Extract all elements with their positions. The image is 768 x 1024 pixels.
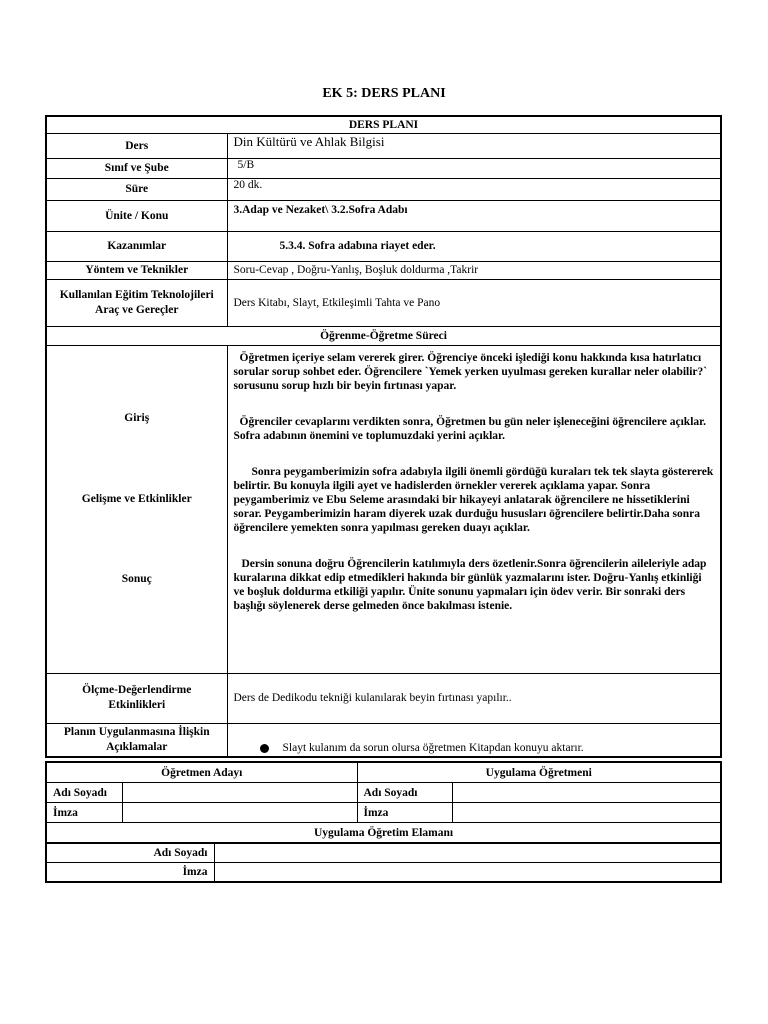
arac-value: Ders Kitabı, Slayt, Etkileşimli Tahta ve Pano bbox=[227, 279, 721, 326]
aciklama-label: Planın Uygulanmasına İlişkin Açıklamalar bbox=[46, 723, 227, 757]
ders-label: Ders bbox=[46, 133, 227, 158]
sinif-label: Sınıf ve Şube bbox=[46, 158, 227, 178]
ogretim-elemani-header: Uygulama Öğretim Elamanı bbox=[46, 823, 721, 844]
plan-header: DERS PLANI bbox=[46, 116, 721, 133]
instructor-signature-table bbox=[45, 843, 722, 883]
elemani-imza-label: İmza bbox=[46, 863, 214, 882]
aday-imza-label: İmza bbox=[46, 803, 122, 823]
ogretmen-imza-field[interactable] bbox=[452, 803, 721, 823]
process-paragraph-intro-2: Öğrenciler cevaplarını verdikten sonra, Öğretmen bu gün neler işleneceğini öğrencilere açıklar. Sofra adabının önemini ve toplumuzdaki yerini açıklar. bbox=[233, 415, 707, 442]
sure-label: Süre bbox=[46, 178, 227, 200]
ders-value: Din Kültürü ve Ahlak Bilgisi bbox=[227, 133, 721, 158]
uygulama-ogretmeni-header: Uygulama Öğretmeni bbox=[357, 762, 721, 783]
stage-column bbox=[46, 345, 227, 673]
elemani-imza-field[interactable] bbox=[214, 863, 721, 882]
lesson-plan-table bbox=[45, 115, 722, 758]
unite-value: 3.Adap ve Nezaket\ 3.2.Sofra Adabı bbox=[227, 200, 721, 231]
aday-imza-field[interactable] bbox=[122, 803, 357, 823]
kazanim-value: 5.3.4. Sofra adabına riayet eder. bbox=[227, 231, 721, 261]
elemani-adi-soyadi-label: Adı Soyadı bbox=[46, 844, 214, 863]
aciklama-value: Slayt kulanım da sorun olursa öğretmen Kitapdan konuyu aktarır. bbox=[282, 742, 584, 754]
ogretmen-adi-soyadi-label: Adı Soyadı bbox=[357, 783, 452, 803]
aday-adi-soyadi-field[interactable] bbox=[122, 783, 357, 803]
elemani-adi-soyadi-field[interactable] bbox=[214, 844, 721, 863]
stage-gelisme: Gelişme ve Etkinlikler bbox=[81, 492, 192, 505]
olcme-value: Ders de Dedikodu tekniği kulanılarak beyin fırtınası yapılır.. bbox=[227, 673, 721, 723]
signature-table bbox=[45, 761, 722, 844]
unite-label: Ünite / Konu bbox=[46, 200, 227, 231]
ogretmen-imza-label: İmza bbox=[357, 803, 452, 823]
process-content bbox=[227, 345, 721, 673]
yontem-label: Yöntem ve Teknikler bbox=[46, 261, 227, 279]
sure-value: 20 dk. bbox=[227, 178, 721, 200]
process-paragraph-conclusion: Dersin sonuna doğru Öğrencilerin katılımıyla ders özetlenir.Sonra öğrencilerin aileleriyle adap kuralarına dikkat edip etmedikleri hakında bir günlük yazmalarını ister. Doğru-Yanlış etkinliği ve boşluk doldurma etkiliği yapılır. Ünite sonunu yapmaları için ödev verir. Bir sonraki ders başlığı söylenerek derse gelmeden önce bakılması istenie. bbox=[233, 557, 707, 612]
ogretmen-adayi-header: Öğretmen Adayı bbox=[46, 762, 357, 783]
aciklama-cell bbox=[227, 723, 721, 757]
sinif-value: 5/B bbox=[227, 158, 721, 178]
olcme-label: Ölçme-Değerlendirme Etkinlikleri bbox=[46, 673, 227, 723]
bullet-icon bbox=[260, 744, 269, 753]
yontem-value: Soru-Cevap , Doğru-Yanlış, Boşluk doldurma ,Takrir bbox=[227, 261, 721, 279]
process-paragraph-intro: Öğretmen içeriye selam vererek girer. Öğrenciye önceki işlediği konu hakkında kısa hatırlatıcı sorular sorup sohbet eder. Öğrencilere `Yemek yerken uyulması gereken kurallar neler olabilir?` sorusunu sorup hızlı bir beyin fırtınası yapar. bbox=[233, 351, 708, 392]
ogretmen-adi-soyadi-field[interactable] bbox=[452, 783, 721, 803]
kazanim-label: Kazanımlar bbox=[46, 231, 227, 261]
stage-giris: Giriş bbox=[124, 411, 150, 424]
aday-adi-soyadi-label: Adı Soyadı bbox=[46, 783, 122, 803]
process-paragraph-development: Sonra peygamberimizin sofra adabıyla ilgili önemli gördüğü kuraları tek tek slayta göstererek belirtir. Bu konuyla ilgili ayet ve hadislerden örnekler vererek açıklama yapar. Sonra peygamberimiz ve Ebu Seleme arasındaki bir hikayeyi anlatarak öğrencilere ne hissetiklerini sorar. Peygamberimizin haram diyerek uzak durduğu hususları öğrencilere belirtir.Daha sonra öğrencilere yemekten sonra yapılması gereken duayı açıklar. bbox=[233, 465, 714, 534]
page-title: EK 5: DERS PLANI bbox=[322, 86, 446, 101]
stage-sonuc: Sonuç bbox=[121, 572, 152, 585]
arac-label: Kullanılan Eğitim Teknolojileri Araç ve Gereçler bbox=[46, 279, 227, 326]
process-header: Öğrenme-Öğretme Süreci bbox=[46, 326, 721, 345]
